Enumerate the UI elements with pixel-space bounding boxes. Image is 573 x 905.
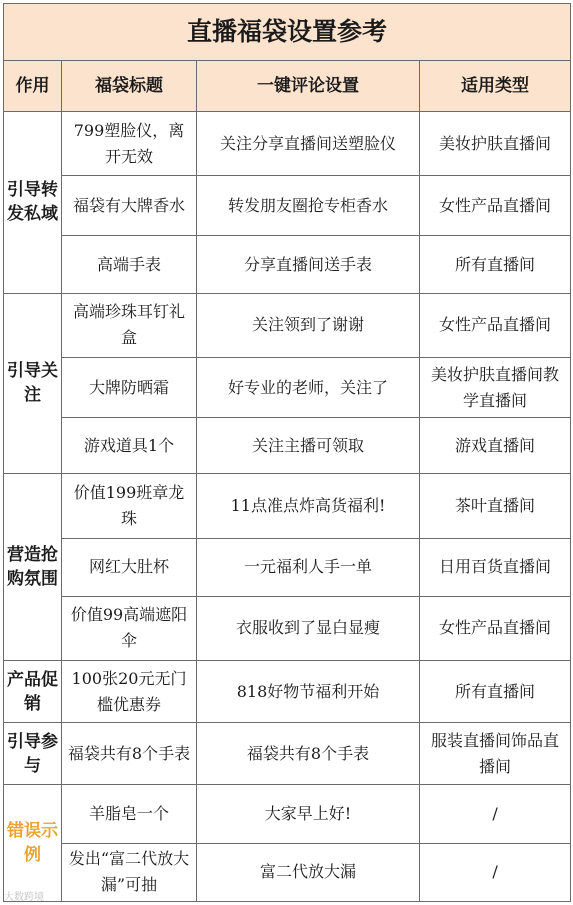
- bag-title-cell: 799塑脸仪，离开无效: [62, 112, 197, 176]
- comment-cell: 富二代放大漏: [197, 843, 420, 901]
- type-cell: 服装直播间饰品直播间: [420, 723, 571, 785]
- bag-title-cell: 大牌防晒霜: [62, 357, 197, 417]
- type-cell: 美妆护肤直播间: [420, 112, 571, 176]
- type-cell: /: [420, 843, 571, 901]
- header-applicable-type: 适用类型: [420, 61, 571, 112]
- table-row: [4, 293, 571, 357]
- table-row: [4, 357, 571, 417]
- table-row: [4, 661, 571, 723]
- type-cell: 女性产品直播间: [420, 596, 571, 660]
- bag-title-cell: 游戏道具1个: [62, 418, 197, 474]
- watermark: 大数跨境: [4, 892, 44, 903]
- bag-title-cell: 100张20元无门槛优惠券: [62, 661, 197, 723]
- comment-cell: 关注主播可领取: [197, 418, 420, 474]
- header-bag-title: 福袋标题: [62, 61, 197, 112]
- header-comment-setting: 一键评论设置: [197, 61, 420, 112]
- table-row: [4, 785, 571, 843]
- comment-cell: 11点准点炸高货福利!: [197, 474, 420, 538]
- comment-cell: 大家早上好!: [197, 785, 420, 843]
- comment-cell: 一元福利人手一单: [197, 538, 420, 596]
- comment-cell: 福袋共有8个手表: [197, 723, 420, 785]
- type-cell: 游戏直播间: [420, 418, 571, 474]
- table-row: [4, 112, 571, 176]
- bag-title-cell: 发出“富二代放大漏”可抽: [62, 843, 197, 901]
- bag-title-cell: 网红大肚杯: [62, 538, 197, 596]
- comment-cell: 好专业的老师，关注了: [197, 357, 420, 417]
- comment-cell: 分享直播间送手表: [197, 236, 420, 293]
- type-cell: 茶叶直播间: [420, 474, 571, 538]
- group-label: 引导关注: [4, 293, 62, 474]
- table-row: [4, 474, 571, 538]
- type-cell: /: [420, 785, 571, 843]
- comment-cell: 转发朋友圈抢专柜香水: [197, 176, 420, 236]
- header-purpose: 作用: [4, 61, 62, 112]
- table-row: [4, 723, 571, 785]
- group-label: 营造抢购氛围: [4, 474, 62, 661]
- table-row: [4, 538, 571, 596]
- table-row: [4, 843, 571, 901]
- comment-cell: 818好物节福利开始: [197, 661, 420, 723]
- comment-cell: 衣服收到了显白显瘦: [197, 596, 420, 660]
- type-cell: 日用百货直播间: [420, 538, 571, 596]
- type-cell: 美妆护肤直播间教学直播间: [420, 357, 571, 417]
- type-cell: 所有直播间: [420, 236, 571, 293]
- bag-title-cell: 高端珍珠耳钉礼盒: [62, 293, 197, 357]
- group-label-error: 错误示例: [4, 785, 62, 902]
- table-row: [4, 596, 571, 660]
- bag-title-cell: 价值199班章龙珠: [62, 474, 197, 538]
- bag-title-cell: 价值99高端遮阳伞: [62, 596, 197, 660]
- group-label: 引导转发私域: [4, 112, 62, 294]
- group-label: 引导参与: [4, 723, 62, 785]
- fukubukuro-reference-table: [3, 3, 571, 902]
- type-cell: 女性产品直播间: [420, 293, 571, 357]
- bag-title-cell: 福袋共有8个手表: [62, 723, 197, 785]
- table-row: [4, 418, 571, 474]
- table-title: 直播福袋设置参考: [4, 4, 571, 61]
- comment-cell: 关注分享直播间送塑脸仪: [197, 112, 420, 176]
- type-cell: 所有直播间: [420, 661, 571, 723]
- bag-title-cell: 福袋有大牌香水: [62, 176, 197, 236]
- table-row: [4, 176, 571, 236]
- bag-title-cell: 羊脂皂一个: [62, 785, 197, 843]
- bag-title-cell: 高端手表: [62, 236, 197, 293]
- comment-cell: 关注领到了谢谢: [197, 293, 420, 357]
- type-cell: 女性产品直播间: [420, 176, 571, 236]
- table-row: [4, 236, 571, 293]
- group-label: 产品促销: [4, 661, 62, 723]
